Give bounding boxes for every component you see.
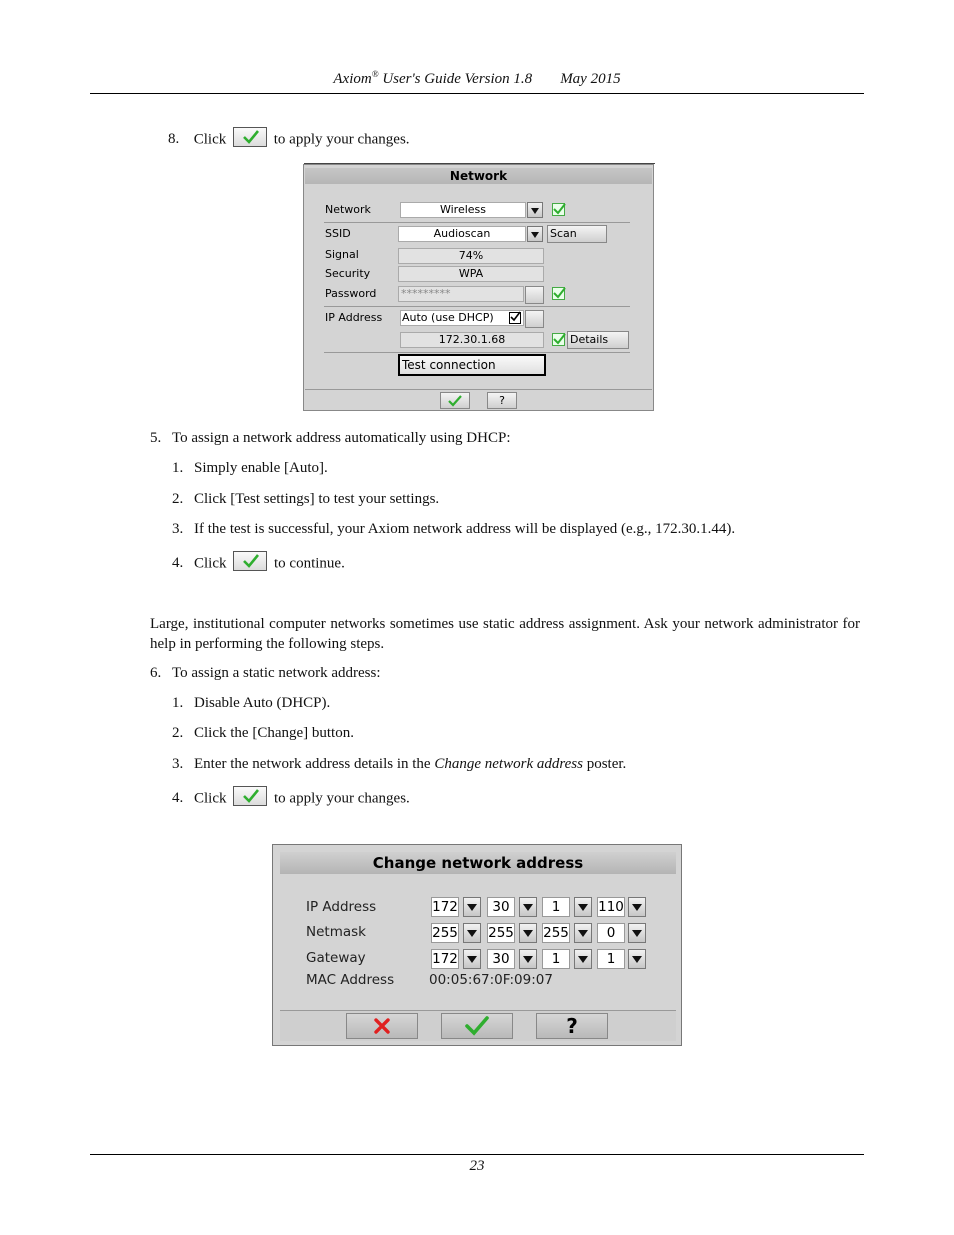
ip-address-label: IP Address	[306, 899, 377, 915]
step-6	[150, 664, 380, 682]
accept-button[interactable]	[441, 1013, 513, 1039]
chevron-down-icon[interactable]	[463, 923, 481, 943]
step-number: 8.	[168, 131, 180, 148]
step-5-item: 1. Simply enable [Auto].	[172, 460, 328, 476]
body-paragraph: Large, institutional computer networks sometimes use static address assignment. Ask your network administrator for help in performing the following steps.	[150, 616, 860, 652]
signal-value: 74%	[398, 248, 544, 264]
mac-address-label: MAC Address	[306, 972, 395, 988]
chevron-down-icon[interactable]	[527, 202, 543, 218]
security-label: Security	[325, 267, 371, 280]
gateway-octet-3[interactable]: 1	[542, 949, 570, 969]
netmask-octet-1[interactable]: 255	[432, 925, 458, 941]
chevron-down-icon[interactable]	[519, 897, 537, 917]
change-network-address-dialog	[272, 844, 682, 1046]
network-select[interactable]: Wireless	[400, 202, 526, 218]
gateway-octet-1[interactable]: 172	[432, 951, 458, 967]
netmask-label: Netmask	[306, 924, 366, 940]
chevron-down-icon[interactable]	[628, 897, 646, 917]
header-registered: ®	[371, 69, 379, 79]
chevron-down-icon[interactable]	[628, 923, 646, 943]
auto-dhcp-checkbox[interactable]	[509, 312, 521, 324]
netmask-octet-2[interactable]: 255	[488, 925, 514, 941]
step-number: 5.	[150, 430, 162, 446]
dialog-title: Change network address	[280, 852, 676, 874]
password-edit-button[interactable]	[525, 286, 544, 304]
ip-octet-3[interactable]: 1	[542, 897, 570, 917]
header-rule	[90, 93, 864, 94]
page-number: 23	[469, 1158, 485, 1174]
check-icon	[448, 395, 462, 407]
step-6-item: 3. Enter the network address details in the Change network address poster.	[172, 756, 627, 772]
netmask-octet-4[interactable]: 0	[597, 923, 625, 943]
netmask-octet-3[interactable]: 255	[543, 925, 569, 941]
header-guide: User's Guide Version 1.8	[382, 71, 533, 87]
step-text: To assign a network address automatically using DHCP:	[172, 430, 511, 446]
header-date: May 2015	[560, 71, 621, 87]
gateway-octet-4[interactable]: 1	[597, 949, 625, 969]
ip-mode-field	[400, 310, 524, 326]
accept-check-icon	[233, 551, 267, 571]
chevron-down-icon[interactable]	[574, 949, 592, 969]
step-5-item: 4. Click to continue.	[172, 554, 345, 574]
chevron-down-icon[interactable]	[574, 923, 592, 943]
chevron-down-icon[interactable]	[574, 897, 592, 917]
network-dialog	[303, 164, 654, 411]
step-text: to apply your changes.	[273, 131, 410, 148]
step-8	[168, 130, 410, 150]
step-5	[150, 429, 510, 447]
ip-octet-4[interactable]: 110	[598, 899, 624, 915]
header-product: Axiom	[333, 71, 372, 87]
ip-octet-1[interactable]: 172	[432, 899, 458, 915]
ip-mode-button[interactable]	[525, 310, 544, 328]
password-input[interactable]: *********	[398, 286, 524, 302]
chevron-down-icon[interactable]	[519, 949, 537, 969]
chevron-down-icon[interactable]	[463, 897, 481, 917]
step-6-item: 2. Click the [Change] button.	[172, 725, 354, 741]
check-icon	[465, 1016, 489, 1036]
mac-address-value: 00:05:67:0F:09:07	[429, 972, 553, 988]
step-text: Click	[193, 131, 227, 148]
password-show-checkbox[interactable]	[552, 287, 565, 300]
step-5-item: 2. Click [Test settings] to test your settings.	[172, 491, 440, 507]
network-enabled-checkbox[interactable]	[552, 203, 565, 216]
ssid-label: SSID	[325, 227, 351, 240]
step-6-item: 1. Disable Auto (DHCP).	[172, 695, 331, 711]
ip-address-value: 172.30.1.68	[400, 332, 544, 348]
ip-octet-2[interactable]: 30	[487, 897, 515, 917]
chevron-down-icon[interactable]	[527, 226, 543, 242]
ip-mode-text: Auto (use DHCP)	[402, 311, 494, 324]
test-connection-button[interactable]: Test connection	[398, 354, 546, 376]
gateway-label: Gateway	[306, 950, 366, 966]
details-button[interactable]: Details	[567, 331, 629, 349]
details-checkbox[interactable]	[552, 333, 565, 346]
accept-check-icon	[233, 786, 267, 806]
step-text: To assign a static network address:	[172, 665, 381, 681]
chevron-down-icon[interactable]	[628, 949, 646, 969]
accept-check-icon	[233, 127, 267, 147]
close-icon	[374, 1018, 390, 1034]
help-button[interactable]: ?	[536, 1013, 608, 1039]
ssid-select[interactable]: Audioscan	[398, 226, 526, 242]
dialog-title: Network	[305, 168, 652, 184]
footer-rule	[90, 1154, 864, 1155]
ip-address-label: IP Address	[325, 311, 383, 324]
gateway-octet-2[interactable]: 30	[487, 949, 515, 969]
scan-button[interactable]: Scan	[547, 225, 607, 243]
security-value: WPA	[398, 266, 544, 282]
password-label: Password	[325, 287, 377, 300]
cancel-button[interactable]	[346, 1013, 418, 1039]
accept-button[interactable]	[440, 392, 470, 409]
network-label: Network	[325, 203, 371, 216]
step-5-item: 3. If the test is successful, your Axiom network address will be displayed (e.g., 172.30.1.44).	[172, 521, 736, 537]
signal-label: Signal	[325, 248, 359, 261]
chevron-down-icon[interactable]	[463, 949, 481, 969]
step-number: 6.	[150, 665, 162, 681]
chevron-down-icon[interactable]	[519, 923, 537, 943]
page-header	[0, 69, 954, 88]
help-button[interactable]: ?	[487, 392, 517, 409]
step-6-item: 4. Click to apply your changes.	[172, 789, 410, 809]
